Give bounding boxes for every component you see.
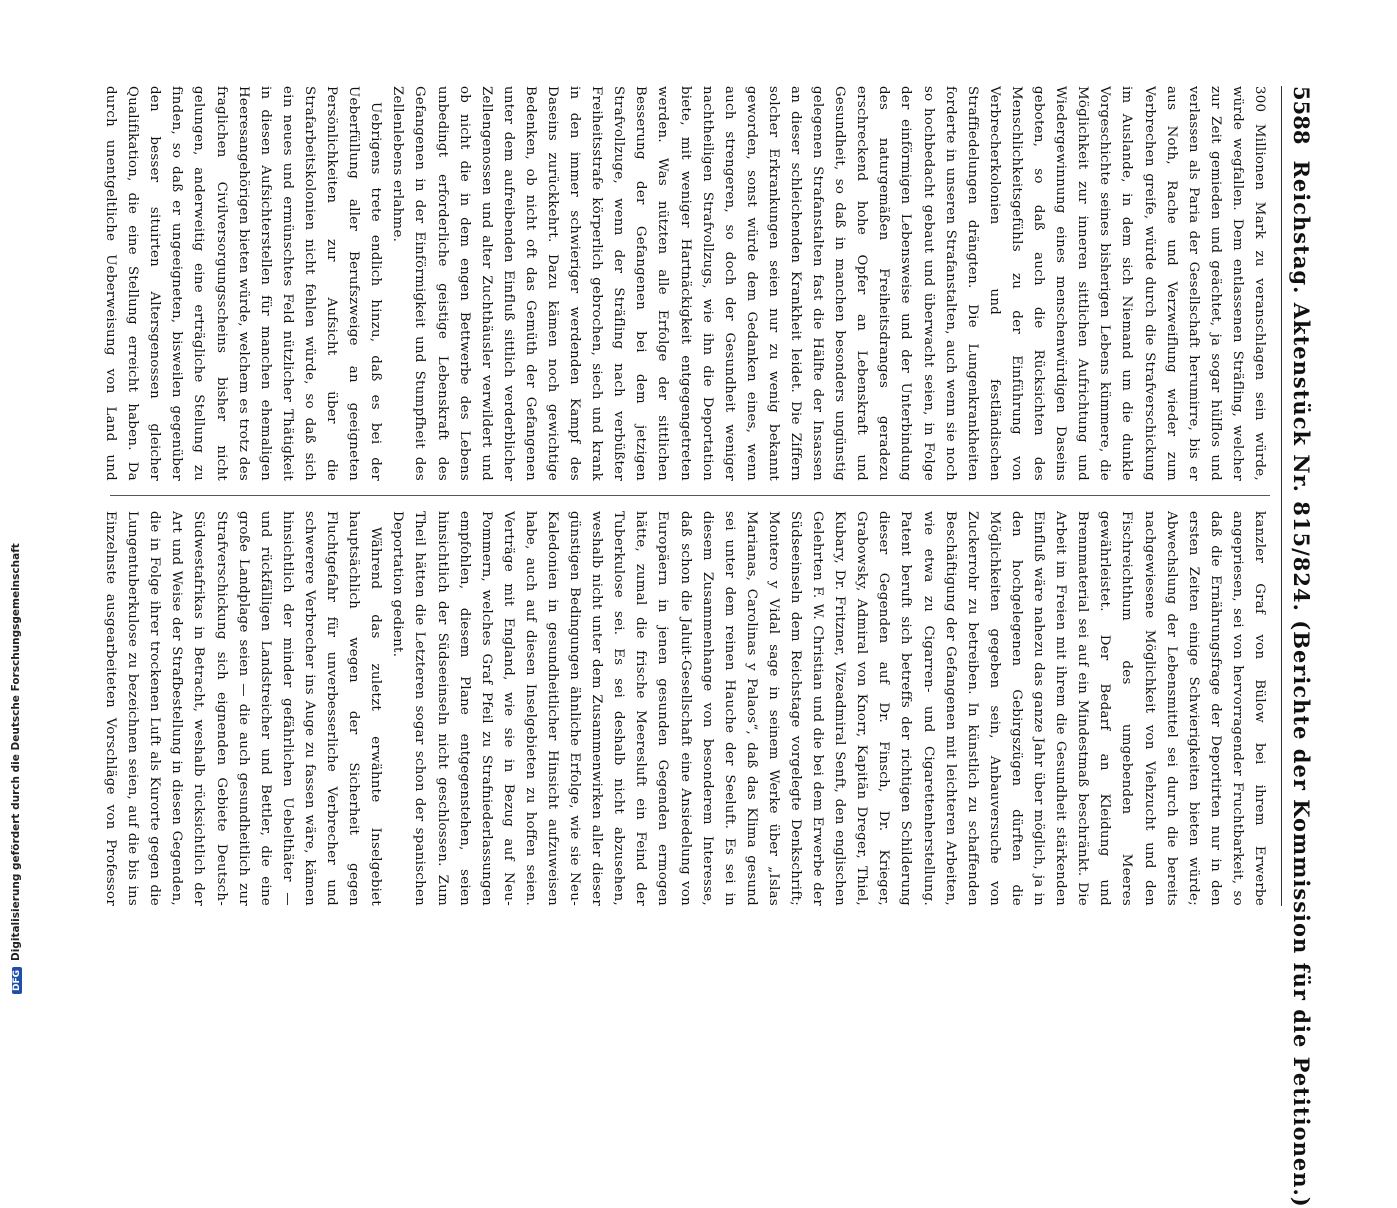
rotated-page-content [92, 86, 1322, 1208]
page-number: 5588 [1289, 86, 1315, 145]
paragraph: Uebrigens trete endlich hinzu, daß es bei der Ueberfüllung aller Berufszweige an geeigneten Persönlichkeiten zur Aufsicht über die Strafarbeitskolonien nicht fehlen würde, so daß sich ein neues und ermünschtes Feld nützlicher Thätigkeit in diesen Aufsichterstellen für manchen ehemaligen Heeresangehörigen bieten würde, welchem es trotz des fraglichen Civilversorgungsscheins bisher nicht gelungen, anderweitig eine erträgliche Stellung zu finden, so daß er ungeeigneten, bisweilen gegenüber den besser situirten Altersgenossen gleicher Qualifikation, die eine Stellung erreicht haben. Da durch unentgeltliche Ueberweisung von Land und [103, 86, 384, 481]
paragraph: kanzler Graf von Bülow bei ihrem Erwerbe angepriesen, sei von hervorragender Fruchtbarkeit, so daß die Ernährungsfrage der Deportirten nur in den ersten Zeiten einige Schwierigkeiten bieten würde; Abwechslung der Lebensmittel sei durch die bereits nachgewiesene Möglichkeit von Viehzucht und den Fischreichthum des umgebenden Meeres gewährleistet. Der Bedarf an Kleidung und Brennmaterial sei auf ein Mindestmaß beschränkt. Die Arbeit im Freien mit ihrem die Gesundheit stärkenden Einfluß wäre nahezu das ganze Jahr über möglich, ja in den hochgelegenen Gebirgszügen dürften die Möglichkeiten gegeben sein, Anbauversuche von Zuckerrohr zu betreiben. In künstlich zu schaffenden Beschäftigung der Gefangenen mit leichteren Arbeiten, wie etwa zu Cigarren- und Cigarettenherstellung. Patent beruft sich betreffs der richtigen Schilderung dieser Gegenden auf Dr. Finsch, Dr. Krieger, Grabowsky, Admiral von Knorr, Kapitän Dreger, Thiel, Kubary, Dr. Fritzner, Vizeadmiral Senft, den englischen Gelehrten F. W. Christian und die bei dem Erwerbe der Südseeinseln dem Reichstage vorgelegte Denkschrift; Montero y Vidal sage in seinem Werke über „Islas Marianas, Carolinas y Palaos“, daß das Klima gesund sei unter dem reinen Hauche der Seeluft. Es sei in diesem Zusammenhange von besonderem Interesse, daß schon die Jaluit-Gesellschaft eine Ansiedelung von Europäern in jenen gesunden Gegenden ermogen hätte, zumal die frische Meeresluft ein Feind der Tuberkulose sei. Es sei deshalb nicht abzusehen, weshalb nicht unter dem Zusammenwirken aller dieser günstigen Bedingungen ähnliche Erfolge, wie sie Neu-Kaledonien in gesundheitlicher Hinsicht aufzuweisen habe, auch auf diesen Inselgebieten zu hoffen seien. Verträge mit England, wie sie in Bezug auf Neu-Pommern, welches Graf Pfeil zu Strafniederlassungen empfohlen, diesem Plane entgegenstehen, seien hinsichtlich der Südseeinseln nicht geschlossen. Zum Theil hätten die Letzteren sogar schon der spanischen Deportation gedient. [390, 511, 1267, 906]
left-column [100, 86, 1270, 481]
dfg-logo: DFG [12, 967, 22, 994]
paragraph: Während das zuletzt erwähnte Inselgebiet hauptsächlich wegen der Sicherheit gegen Fluchtgefahr für unverbesserliche Verbrecher und schwerere Verbrecher ins Auge zu fassen wäre, kämen hinsichtlich der minder gefährlichen Uebelthäter — und rückfälligen Landstreicher und Bettler, die eine große Landplage seien — die auch gesundheitlich zur Strafverschickung sich eignenden Gebiete Deutsch-Südwestafrikas in Betracht, weshalb rücksichtlich der Art und Weise der Strafbestellung in diesen Gegenden, die in Folge ihrer trockenen Luft als Kurorte gegen die Lungentuberkulose zu bezeichnen seien, auf die bis ins Einzelnste ausgearbeiteten Vorschläge von Professor [103, 511, 384, 906]
document-page [92, 86, 1322, 1208]
column-divider [110, 495, 1270, 496]
credit-text: Digitalisierung gefördert durch die Deutsche Forschungsgemeinschaft [10, 543, 22, 961]
paragraph: 300 Millionen Mark zu veranschlagen sein würde, würde wegfallen. Dem entlassenen Sträfling, welcher zur Zeit gemieden und geächtet, ja sogar hülflos und verlassen als Paria der Gesellschaft herumirre, bis er aus Noth, Rache und Verzweiflung wieder zum Verbrechen greife, würde durch die Strafverschickung im Auslande, in dem sich Niemand um die dunkle Vorgeschichte seines bisherigen Lebens kümmere, die Möglichkeit zur inneren sittlichen Aufrichtung und Wiedergewinnung eines menschenwürdigen Daseins geboten, so daß auch die Rücksichten des Menschlichkeitsgefühls zu der Einführung von Verbrecherkolonien und festländischen Straffiedelungen drängten. Die Lungenkrankheiten forderte in unseren Strafanstalten, auch wenn sie noch so hochbedacht gebaut und überwacht seien, in Folge der einförmigen Lebensweise und der Unterbindung des naturgemäßen Freiheitsdranges geradezu erschreckend hohe Opfer an Lebenskraft und Gesundheit, so daß in manchen besonders ungünstig gelegenen Strafanstalten fast die Hälfte der Insassen an dieser schleichenden Krankheit leidet. Die Ziffern solcher Erkrankungen seien nur zu wenig bekannt geworden, sonst würde dem Gedanken eines, wenn auch strengeren, so doch der Gesundheit weniger nachtheiligen Strafvollzugs, wie ihn die Deportation biete, mit weniger Hartnäckigkeit entgegengetreten werden. Was nützten alle Erfolge der sittlichen Besserung der Gefangenen bei dem jetzigen Strafvollzuge, wenn der Sträfling nach verbüßter Freiheitsstrafe körperlich gebrochen, siech und krank in den immer schwieriger werdenden Kampf des Daseins zurückkehrt. Dazu kämen noch gewichtige Bedenken, ob nicht oft das Gemüth der Gefangenen unter dem aufreibenden Einfluß sittlich verderblicher Zellengenossen und alter Zuchthäusler verwildert und ob nicht die in dem engen Bettwerbe des Lebens unbedingt erforderliche geistige Lebenskraft des Gefangenen in der Einförmigkeit und Stumpfheit des Zellenlebens erlahme. [390, 86, 1267, 481]
page-header [1281, 86, 1322, 1208]
right-column [100, 511, 1270, 906]
digitization-credit [0, 0, 40, 1000]
page-title: Reichstag. Aktenstück Nr. 815/824. (Berichte der Kommission für die Petitionen.) [1289, 160, 1315, 1208]
